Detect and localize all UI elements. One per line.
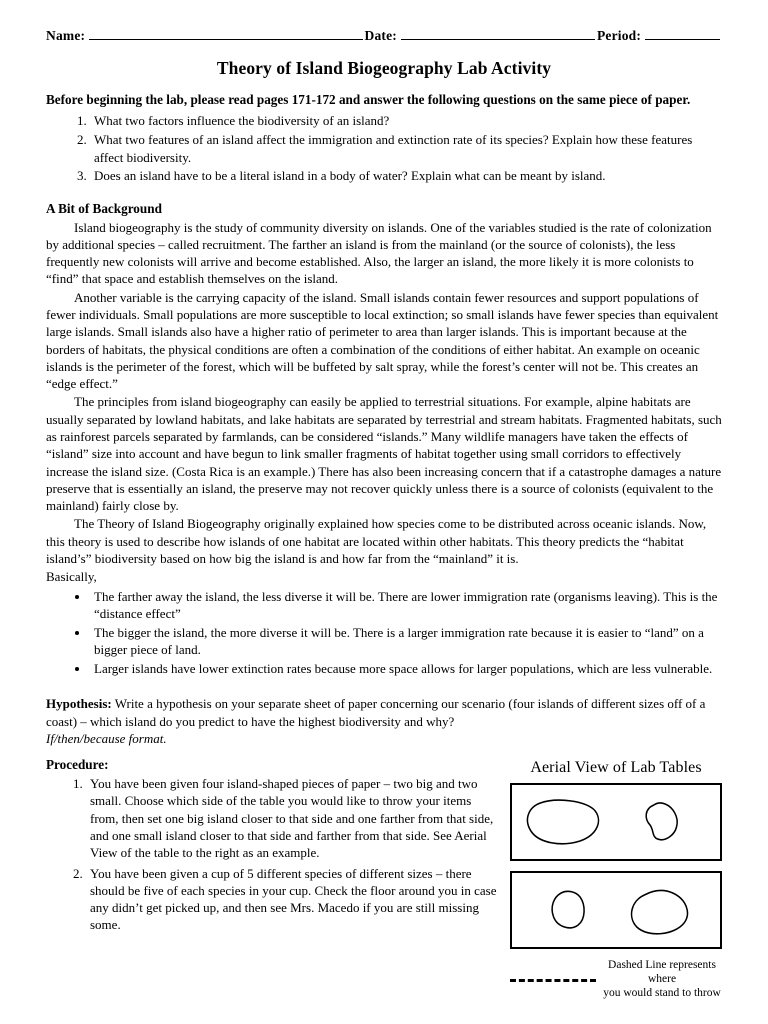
list-item: • The farther away the island, the less diverse it will be. There are lower immigration rate (organisms leaving). This is the “distance effect” <box>90 588 722 623</box>
list-item: 2. You have been given a cup of 5 different species of different sizes – there should be five of each species in your cup. Check the floor around you in case any didn’t get picked up, and then see Mrs. Macedo if you are still missing some. <box>86 865 498 934</box>
hypothesis-label: Hypothesis: <box>46 696 112 712</box>
background-paragraph-1: Island biogeography is the study of community diversity on islands. One of the variables studied is the rate of colonization by additional species – called recruitment. The farther an island is from the mainland (or the source of colonists), the less frequently new colonists will arrive and become established. Also, the larger an island, the more likely it is more colonists to “find” that space and establish themselves on the island. <box>46 219 712 287</box>
dashed-line-icon <box>510 979 596 982</box>
procedure-step-list <box>46 775 498 934</box>
period-blank-line[interactable] <box>645 28 720 40</box>
pre-lab-question-list <box>46 112 722 184</box>
hypothesis-format-note: If/then/because format. <box>46 730 167 746</box>
name-blank-line[interactable] <box>89 28 362 40</box>
lab-table-diagram-top <box>510 783 722 861</box>
figure-column <box>498 757 722 1000</box>
procedure-column <box>46 757 498 1000</box>
procedure-and-figure <box>46 757 722 1000</box>
date-label: Date: <box>364 28 397 43</box>
list-item: 1. You have been given four island-shaped pieces of paper – two big and two small. Choose which side of the table you would like to throw your items from, then set one big island closer to that side and one farther from that side, and one small island closer to that side and farther from that side. See Aerial View of the table to the right as an example. <box>86 775 498 861</box>
list-item: 3. Does an island have to be a literal island in a body of water? Explain what can be meant by island. <box>90 167 722 185</box>
period-label: Period: <box>596 28 642 43</box>
list-item: • Larger islands have lower extinction rates because more space allows for larger populations, which are less vulnerable. <box>90 660 722 678</box>
background-paragraph-2: Another variable is the carrying capacity of the island. Small islands contain fewer resources and support populations of fewer individuals. Small populations are more susceptible to local extinction; so small islands have fewer species than equivalent large islands. Small islands also have a higher ratio of perimeter to area than larger islands. This is important because at the borders of habitats, the physical conditions are often a combination of the conditions of either habitat. An example on oceanic islands is the perimeter of the forest, which will be buffeted by salt spray, while the forest’s center will not be. This creates an “edge effect.” <box>46 289 719 392</box>
hypothesis-text: Write a hypothesis on your separate sheet of paper concerning our scenario (four islands of different sizes off of a coast) – which island do you predict to have the highest biodiversity and why? <box>46 696 706 729</box>
list-item: 1. What two factors influence the biodiversity of an island? <box>90 112 722 130</box>
dashed-caption-line-1: Dashed Line represents where <box>608 959 716 985</box>
name-label: Name: <box>46 28 86 43</box>
island-shapes-bottom-icon <box>512 873 720 947</box>
background-heading: A Bit of Background <box>46 200 162 216</box>
student-info-header <box>46 28 722 44</box>
page-title: Theory of Island Biogeography Lab Activity <box>216 58 552 78</box>
intro-instructions: Before beginning the lab, please read pages 171-172 and answer the following questions on the same piece of paper. <box>46 92 691 107</box>
basically-label: Basically, <box>46 569 97 585</box>
dashed-line-caption <box>602 959 722 1000</box>
lab-table-diagram-bottom <box>510 871 722 949</box>
summary-bullet-list <box>46 588 722 678</box>
dashed-caption-line-2: you would stand to throw <box>603 986 721 999</box>
dashed-line-legend <box>510 959 722 1000</box>
background-paragraph-4: The Theory of Island Biogeography originally explained how species come to be distributed across oceanic islands. Now, this theory is used to describe how islands of one habitat are located within other habitats. This theory predicts the “habitat island’s” biodiversity based on how big the island is and how far from the “mainland” it is. <box>46 516 707 566</box>
island-shapes-top-icon <box>512 785 720 859</box>
hypothesis-section <box>46 695 722 747</box>
list-item: • The bigger the island, the more diverse it will be. There is a larger immigration rate because it is easier to “land” on a bigger piece of land. <box>90 624 722 659</box>
figure-title: Aerial View of Lab Tables <box>530 759 702 777</box>
list-item: 2. What two features of an island affect the immigration and extinction rate of its species? Explain how these features affect biodiversity. <box>90 131 722 166</box>
background-paragraph-3: The principles from island biogeography can easily be applied to terrestrial situations. For example, alpine habitats are usually separated by lowland habitats, and lake habitats are separated by terrestrial and stream habitats. Fragmented habitats, such as rainforest parcels separated by farmlands, can be considered “islands.” Many wildlife managers have taken the effects of “island” size into account and have begun to link smaller fragments of habitat together using small corridors to effectively increase the island size. (Costa Rica is an example.) There has also been increasing concern that if a catastrophe damages a nature preserve that is essentially an island, the preserve may not recover quickly unless there is a source of colonists (equivalent to the mainland) fairly close by. <box>46 394 722 514</box>
procedure-heading: Procedure: <box>46 757 109 773</box>
date-blank-line[interactable] <box>401 28 595 40</box>
